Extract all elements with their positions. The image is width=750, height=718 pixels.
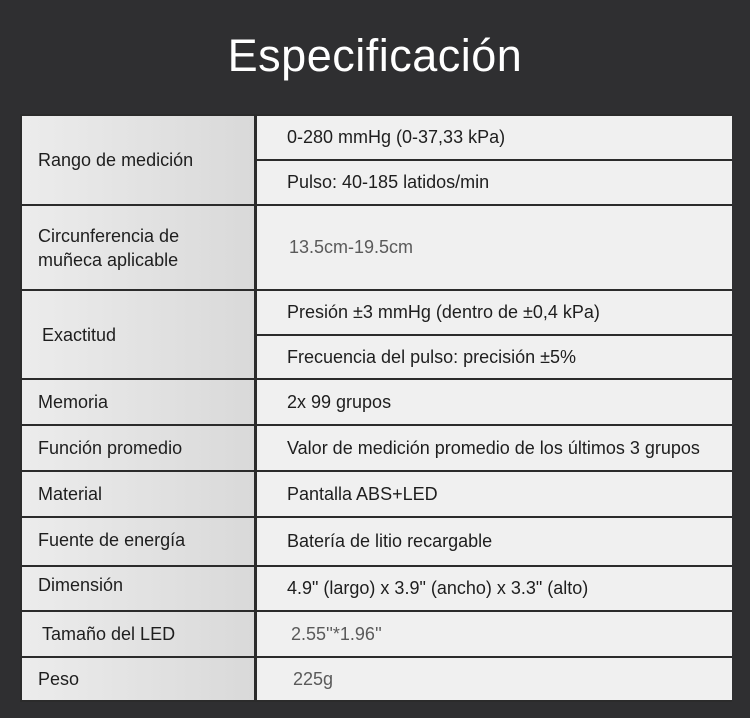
spec-label-memory: Memoria bbox=[22, 380, 254, 424]
spec-value-pressure-accuracy: Presión ±3 mmHg (dentro de ±0,4 kPa) bbox=[257, 291, 732, 334]
spec-label-wrist-circumference: Circunferencia de muñeca aplicable bbox=[22, 206, 254, 289]
spec-value-average-function: Valor de medición promedio de los últimos 3 grupos bbox=[257, 426, 732, 470]
spec-value-dimension: 4.9" (largo) x 3.9" (ancho) x 3.3" (alto) bbox=[257, 567, 732, 610]
spec-value-led-size: 2.55''*1.96'' bbox=[257, 612, 732, 656]
spec-value-wrist-circumference: 13.5cm-19.5cm bbox=[257, 206, 732, 289]
spec-value-pulse-accuracy: Frecuencia del pulso: precisión ±5% bbox=[257, 336, 732, 378]
page-title: Especificación bbox=[227, 30, 523, 81]
spec-value-power-source: Batería de litio recargable bbox=[257, 518, 732, 565]
spec-value-weight: 225g bbox=[257, 658, 732, 700]
spec-label-accuracy: Exactitud bbox=[22, 291, 254, 378]
spec-value-memory: 2x 99 grupos bbox=[257, 380, 732, 424]
spec-label-measurement-range: Rango de medición bbox=[22, 116, 254, 204]
spec-label-dimension: Dimensión bbox=[22, 567, 254, 610]
spec-label-material: Material bbox=[22, 472, 254, 516]
spec-value-pulse-range: Pulso: 40-185 latidos/min bbox=[257, 161, 732, 204]
spec-value-material: Pantalla ABS+LED bbox=[257, 472, 732, 516]
spec-label-average-function: Función promedio bbox=[22, 426, 254, 470]
spec-label-led-size: Tamaño del LED bbox=[22, 612, 254, 656]
spec-label-power-source: Fuente de energía bbox=[22, 518, 254, 565]
spec-label-weight: Peso bbox=[22, 658, 254, 700]
spec-value-pressure-range: 0-280 mmHg (0-37,33 kPa) bbox=[257, 116, 732, 159]
spec-table bbox=[20, 114, 732, 702]
